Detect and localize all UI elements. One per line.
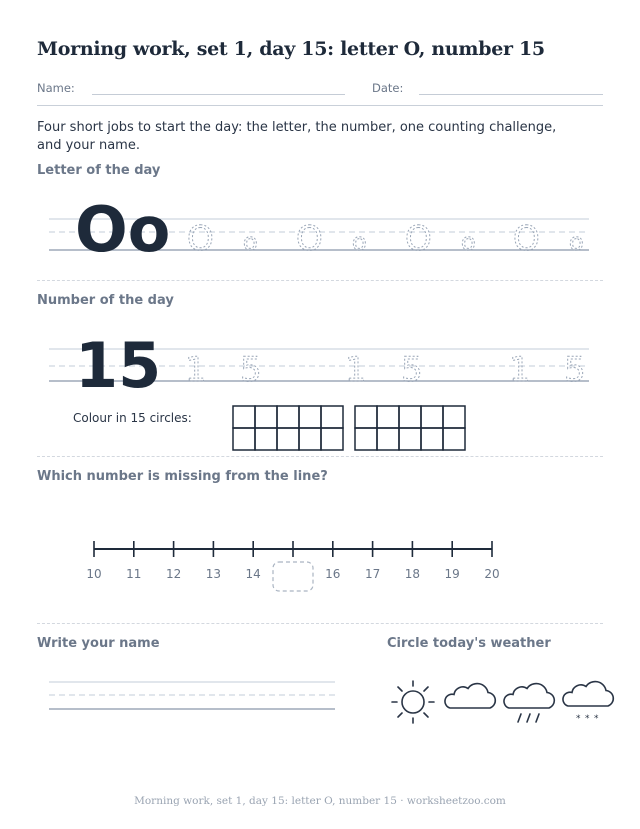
section-divider	[37, 456, 603, 457]
ten-frame-cell[interactable]	[277, 406, 299, 428]
ten-frame-cell[interactable]	[255, 406, 277, 428]
ten-frame-cell[interactable]	[299, 406, 321, 428]
trace-digit-2: 5	[240, 350, 262, 390]
ten-frame-cell[interactable]	[277, 428, 299, 450]
number-line-label: 12	[165, 567, 182, 581]
ten-frame-cell[interactable]	[421, 428, 443, 450]
letter-tracing-area[interactable]	[37, 195, 603, 265]
trace-letter-8: o	[569, 228, 584, 256]
number-line-label: 16	[325, 567, 341, 581]
svg-text:*: *	[585, 714, 590, 724]
number-line-label: 14	[245, 567, 261, 581]
weather-icons	[384, 675, 618, 733]
svg-text:*: *	[576, 714, 581, 724]
name-label: Name:	[37, 81, 75, 95]
date-write-line[interactable]	[419, 94, 603, 95]
ten-frame-cell[interactable]	[377, 428, 399, 450]
page-footer: Morning work, set 1, day 15: letter O, number 15 · worksheetzoo.com	[134, 795, 506, 807]
trace-letter-1: O	[187, 219, 214, 259]
ten-frame-cell[interactable]	[255, 428, 277, 450]
number-line	[80, 535, 510, 597]
letter-model: Oo	[75, 195, 171, 265]
trace-letter-5: O	[405, 219, 432, 259]
ten-frame-cell[interactable]	[233, 428, 255, 450]
name-write-line[interactable]	[92, 94, 345, 95]
intro-text: Four short jobs to start the day: the letter, the number, one counting challenge, and your name.	[37, 120, 557, 153]
ten-frame-cell[interactable]	[321, 428, 343, 450]
ten-frame-cell[interactable]	[443, 428, 465, 450]
ten-frames[interactable]	[232, 405, 470, 451]
trace-letter-2: o	[243, 228, 258, 256]
weather-heading: Circle today's weather	[387, 636, 551, 651]
number-line-label: 13	[205, 567, 222, 581]
number-heading: Number of the day	[37, 293, 174, 308]
trace-letter-3: O	[296, 219, 323, 259]
trace-digit-6: 5	[564, 350, 586, 390]
worksheet-title: Morning work, set 1, day 15: letter O, number 15	[37, 38, 545, 60]
ten-frame-cell[interactable]	[355, 406, 377, 428]
colour-circles-label: Colour in 15 circles:	[73, 411, 192, 425]
trace-letter-4: o	[352, 228, 367, 256]
ten-frame-cell[interactable]	[399, 428, 421, 450]
ten-frame-cell[interactable]	[421, 406, 443, 428]
cloud-icon[interactable]	[445, 684, 495, 708]
header-rule	[37, 105, 603, 106]
svg-text:*: *	[594, 714, 599, 724]
snow-cloud-icon[interactable]	[563, 682, 613, 724]
trace-letter-6: o	[461, 228, 476, 256]
date-label: Date:	[372, 81, 404, 95]
number-line-label: 18	[404, 567, 421, 581]
number-model: 15	[75, 329, 162, 390]
number-line-label: 10	[86, 567, 102, 581]
ten-frame-cell[interactable]	[299, 428, 321, 450]
number-tracing-area[interactable]	[37, 326, 603, 390]
letter-heading: Letter of the day	[37, 163, 161, 178]
section-divider	[37, 623, 603, 624]
name-writing-lines[interactable]	[49, 678, 337, 714]
trace-letter-7: O	[513, 219, 540, 259]
number-line-label: 19	[444, 567, 460, 581]
ten-frame-cell[interactable]	[399, 406, 421, 428]
number-line-label: 20	[484, 567, 500, 581]
trace-digit-1: 1	[185, 350, 207, 390]
rain-cloud-icon[interactable]	[504, 684, 554, 722]
number-line-label: 17	[364, 567, 381, 581]
trace-digit-3: 1	[345, 350, 367, 390]
trace-digit-5: 1	[509, 350, 531, 390]
trace-digit-4: 5	[401, 350, 423, 390]
section-divider	[37, 280, 603, 281]
ten-frame-cell[interactable]	[355, 428, 377, 450]
missing-number-box[interactable]	[273, 562, 313, 591]
ten-frame-cell[interactable]	[321, 406, 343, 428]
sun-icon[interactable]	[392, 681, 434, 723]
ten-frame-cell[interactable]	[377, 406, 399, 428]
write-name-heading: Write your name	[37, 636, 160, 651]
ten-frame-cell[interactable]	[443, 406, 465, 428]
number-line-heading: Which number is missing from the line?	[37, 469, 328, 484]
number-line-label: 11	[126, 567, 142, 581]
ten-frame-cell[interactable]	[233, 406, 255, 428]
